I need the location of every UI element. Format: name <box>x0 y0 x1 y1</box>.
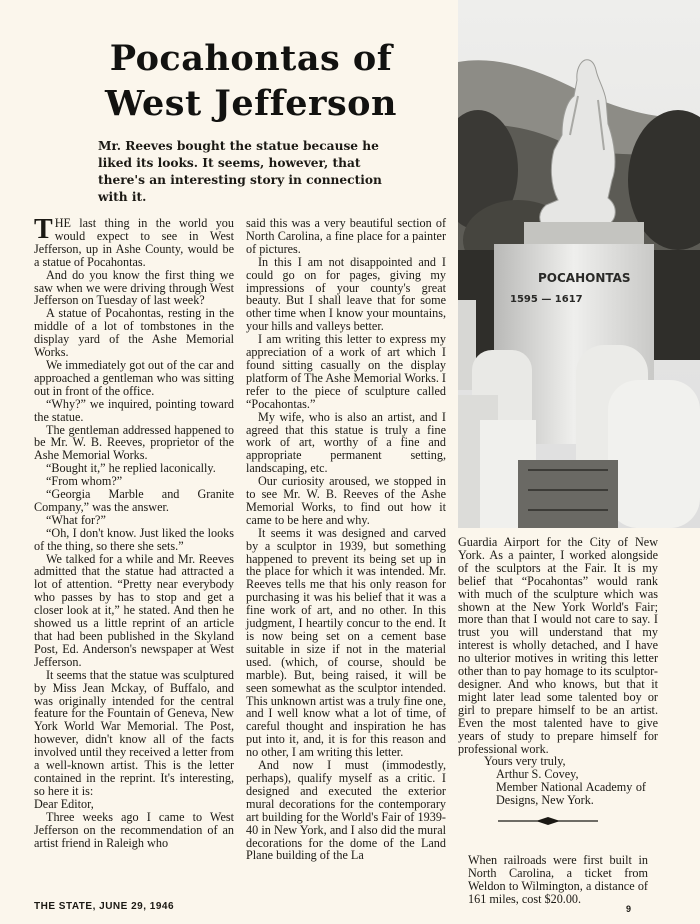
title-line-2: West Jefferson <box>105 83 397 124</box>
article-deck: Mr. Reeves bought the statue because he liked its looks. It seems, however, that there's an interesting story in connection with it. <box>98 139 382 204</box>
paragraph: THE last thing in the world you would expect to see in West Jefferson, up in Ashe County, would be a statue of Pocahontas. <box>34 214 234 269</box>
paragraph: Three weeks ago I came to West Jefferson on the recommendation of an artist friend in Raleigh who <box>34 809 234 850</box>
pedestal-dates: 1595 — 1617 <box>510 294 583 305</box>
drop-cap: T <box>34 214 53 245</box>
paragraph: “Georgia Marble and Granite Company,” was the answer. <box>34 487 234 514</box>
title-line-1: Pocahontas of <box>109 38 393 79</box>
pedestal-inscription: POCAHONTAS <box>538 271 631 285</box>
paragraph: A statue of Pocahontas, resting in the middle of a lot of tombstones in the display yard of the Ashe Memorial Works. <box>34 306 234 360</box>
article-title <box>86 36 416 126</box>
paragraph: We talked for a while and Mr. Reeves admitted that the statue had attracted a lot of attention. “Pretty near everybody who passes by has to stop and get a closer look at it,” he stated. And then he showed us a little reprint of an article that had been published in the Skyland Post, Ed. Anderson's newspaper at West Jefferson. <box>34 551 234 669</box>
statue-photo <box>458 0 700 528</box>
paragraph: It seems it was designed and carved by a sculptor in 1939, but something happened to prevent its being set up in the place for which it was intended. Mr. Reeves tells me that his only reason for purchasing it was his belief that it was a fine work of art, and no other. In this judgment, I heartily concur to the end. It is now being set on a cement base suitable in size if not in the material used. (which, of course, should be marble). But, being raised, it will be seen somewhat as the sculptor intended. This unknown artist was a truly fine one, and I well know what a lot of time, of careful thought and inspiration he has put into it, and, it is for this reason and no other, I am writing this letter. <box>246 525 446 760</box>
paragraph: Guardia Airport for the City of New York. As a painter, I worked alongside of the sculptors at the Fair. It is my belief that “Pocahontas” would rank with much of the sculpture which was shown at the New York World's Fair; more than that I would not care to say. I trust you will understand that my interest is wholly detached, and I have no ulterior motives in writing this letter other than to pay homage to its sculptor-designer. And who knows, but that it might later lead some talented boy or girl to prepare himself to be an artist. Even the most talented have to give years of study to prepare himself for professional work. <box>458 535 658 756</box>
page-number: 9 <box>626 904 632 914</box>
paragraph: said this was a very beautiful section of North Carolina, a fine place for a painter of pictures. <box>246 216 446 256</box>
section-divider-ornament <box>498 817 598 825</box>
paragraph: “From whom?” <box>46 474 123 489</box>
paragraph: Our curiosity aroused, we stopped in to see Mr. W. B. Reeves of the Ashe Memorial Works, to find out how it came to be here and why. <box>246 474 446 527</box>
statue-photo-illustration <box>458 0 700 528</box>
paragraph: It seems that the statue was sculptured by Miss Jean Mckay, of Buffalo, and was originally intended for the central feature for the Fountain of Geneva, New York World War Memorial. The Post, however, didn't know all of the facts involved until they received a letter from a well-known artist. This is the letter contained in the reprint. It's interesting, so here it is: <box>34 667 234 798</box>
article-column-3 <box>458 536 658 840</box>
paragraph: “What for?” <box>46 512 106 527</box>
letter-salutation: Dear Editor, <box>34 796 94 811</box>
letter-signer: Arthur S. Covey, <box>496 767 579 782</box>
paragraph: And do you know the first thing we saw when we were driving through West Jefferson on Tuesday of last week? <box>34 267 234 308</box>
article-column-1 <box>34 214 234 850</box>
article-column-2 <box>246 217 446 862</box>
paragraph: My wife, who is also an artist, and I agreed that this statue is truly a fine work of art, worthy of a fine and appropriate permanent setting, landscaping, etc. <box>246 409 446 476</box>
paragraph: In this I am not disappointed and I could go on for pages, giving my impressions of your county's great beauty. But I shall leave that for some other time when I know your mountains, your hills and valleys better. <box>246 254 446 334</box>
paragraph: We immediately got out of the car and approached a gentleman who was sitting out in front of the office. <box>34 357 234 398</box>
paragraph: The gentleman addressed happened to be Mr. W. B. Reeves, proprietor of the Ashe Memorial Works. <box>34 422 234 463</box>
filler-note: When railroads were first built in North Carolina, a ticket from Weldon to Wilmington, a distance of 161 miles, cost $20.00. <box>468 853 648 906</box>
paragraph: “Why?” we inquired, pointing toward the statue. <box>34 396 234 424</box>
paragraph: I am writing this letter to express my appreciation of a work of art which I found sitting casually on the display platform of The Ashe Memorial Works. I refer to the piece of sculpture called “Pocahontas.” <box>246 332 446 411</box>
paragraph: And now I must (immodestly, perhaps), qualify myself as a critic. I designed and executed the exterior mural decorations for the contemporary art building for the World's Fair of 1939-40 in New York, and I also did the mural decorations for the dome of the Land Plane building of the La <box>246 758 446 863</box>
letter-closing: Yours very truly, <box>484 754 566 769</box>
paragraph: “Oh, I don't know. Just liked the looks of the thing, so there she sets.” <box>34 525 234 553</box>
letter-affiliation: Member National Academy of Designs, New York. <box>496 780 646 808</box>
page-folio: THE STATE, JUNE 29, 1946 <box>34 901 175 912</box>
paragraph: “Bought it,” he replied laconically. <box>46 461 216 476</box>
